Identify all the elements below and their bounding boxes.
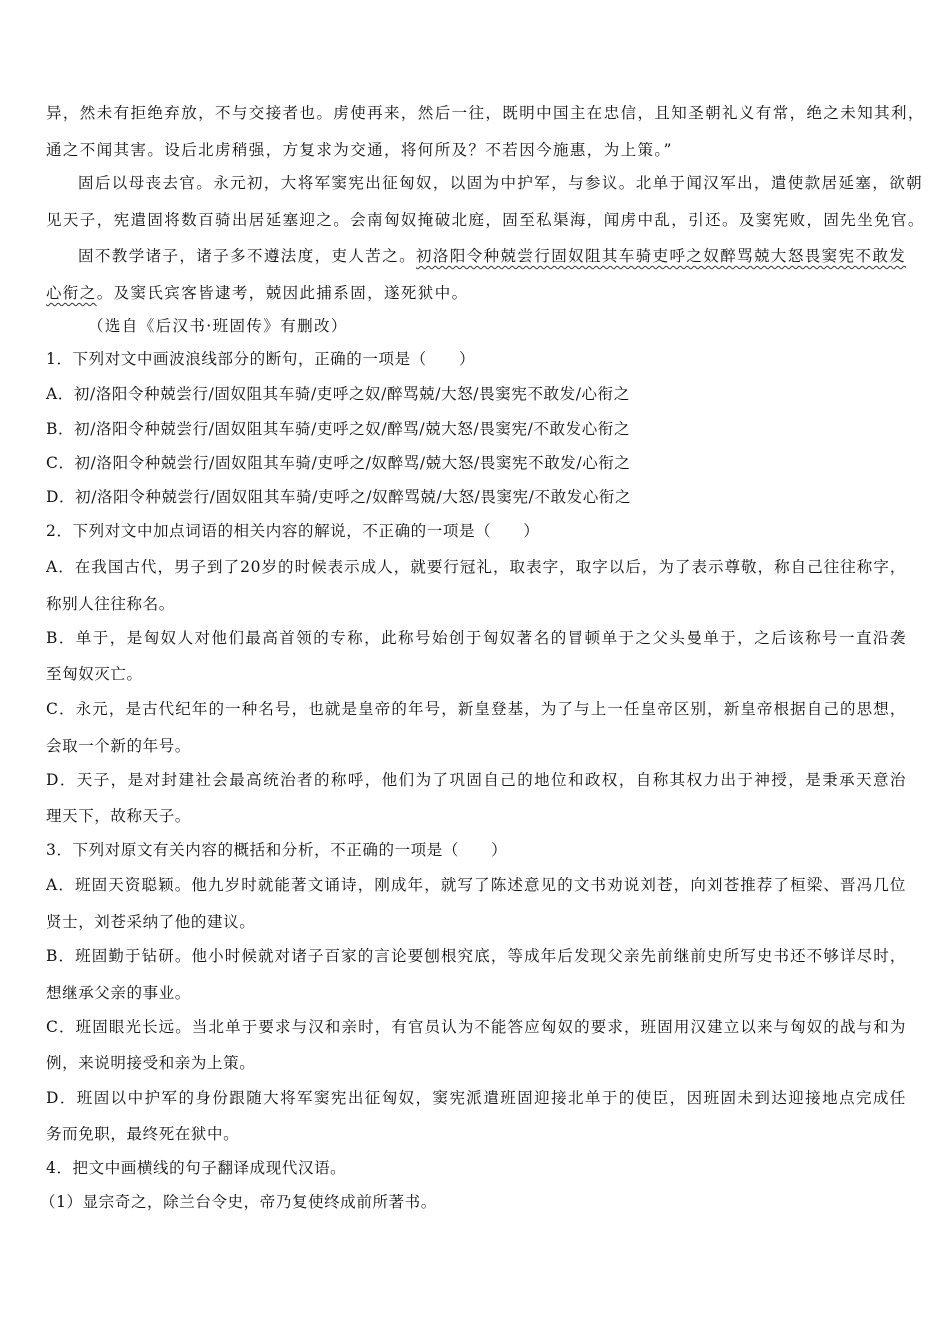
wavy-underline-text: 初洛阳令种兢尝行固奴阻其车骑吏呼之奴醉骂兢大怒畏窦宪不敢发 <box>416 247 907 265</box>
passage-p3-plain: 固不教学诸子，诸子多不遵法度，吏人苦之。 <box>78 247 417 265</box>
q1-option-c: C．初/洛阳令种兢尝行/固奴阻其车骑/吏呼之/奴醉骂/兢大怒/畏窦宪不敢发/心衔之 <box>46 454 631 472</box>
passage-p1-line1: 异，然未有拒绝弃放，不与交接者也。虏使再来，然后一往，既明中国主在忠信，且知圣朝礼义有常，绝之未知其利， <box>46 104 925 122</box>
q3-option-d-line1: D．班固以中护军的身份跟随大将军窦宪出征匈奴，窦宪派遣班固迎接北单于的使臣，因班固未到达迎接地点完成任 <box>46 1089 906 1107</box>
passage-p3-line1 <box>78 246 906 266</box>
q4-sub1: （1）显宗奇之，除兰台令史，帝乃复使终成前所著书。 <box>40 1193 437 1211</box>
q1-option-a: A．初/洛阳令种兢尝行/固奴阻其车骑/吏呼之奴/醉骂兢/大怒/畏窦宪不敢发/心衔之 <box>46 385 630 403</box>
wavy-underline-text-end: 心衔之 <box>46 284 97 302</box>
q3-option-a-line2: 贤士，刘苍采纳了他的建议。 <box>46 913 256 931</box>
passage-p3-rest: 。及窦氏宾客皆逮考，兢因此捕系固，遂死狱中。 <box>96 284 469 302</box>
q4-stem: 4．把文中画横线的句子翻译成现代汉语。 <box>46 1159 347 1177</box>
q2-option-d-line2: 理天下，故称天子。 <box>46 807 191 825</box>
q3-option-d-line2: 务而免职，最终死在狱中。 <box>46 1125 240 1143</box>
q2-option-d-line1: D．天子，是对封建社会最高统治者的称呼，他们为了巩固自己的地位和政权，自称其权力出于神授，是秉承天意治 <box>46 771 906 789</box>
q2-option-c-line2: 会取一个新的年号。 <box>46 737 191 755</box>
passage-p2-line1: 固后以母丧去官。永元初，大将军窦宪出征匈奴，以固为中护军，与参议。北单于闻汉军出，遣使款居延塞，欲朝 <box>78 174 924 192</box>
q3-option-b-line1: B．班固勤于钻研。他小时候就对诸子百家的言论要刨根究底，等成年后发现父亲先前继前史所写史书还不够详尽时， <box>46 947 906 965</box>
q3-stem: 3．下列对原文有关内容的概括和分析，不正确的一项是（ ） <box>46 841 508 859</box>
passage-p3-line2 <box>46 283 906 303</box>
passage-p2-line2: 见天子，宪遣固将数百骑出居延塞迎之。会南匈奴掩破北庭，固至私渠海，闻虏中乱，引还。及窦宪败，固先坐免官。 <box>46 211 925 229</box>
q2-option-a-line2: 称别人往往称名。 <box>46 595 175 613</box>
q1-stem: 1．下列对文中画波浪线部分的断句，正确的一项是（ ） <box>46 350 476 368</box>
q1-option-d: D．初/洛阳令种兢尝行/固奴阻其车骑/吏呼之/奴醉骂兢/大怒/畏窦宪/不敢发心衔之 <box>46 488 632 506</box>
passage-source: （选自《后汉书·班固传》有删改） <box>88 317 348 335</box>
q2-option-b-line1: B．单于，是匈奴人对他们最高首领的专称，此称号始创于匈奴著名的冒顿单于之父头曼单于，之后该称号一直沿袭 <box>46 629 906 647</box>
q1-option-b: B．初/洛阳令种兢尝行/固奴阻其车骑/吏呼之奴/醉骂/兢大怒/畏窦宪/不敢发心衔之 <box>46 420 631 438</box>
q2-option-a-line1: A．在我国古代，男子到了20岁的时候表示成人，就要行冠礼，取表字，取字以后，为了表示尊敬，称自己往往称字， <box>46 558 906 576</box>
q2-option-b-line2: 至匈奴灭亡。 <box>46 665 143 683</box>
q2-option-c-line1: C．永元，是古代纪年的一种名号，也就是皇帝的年号，新皇登基，为了与上一任皇帝区别，新皇帝根据自己的思想， <box>46 700 906 718</box>
q3-option-c-line2: 例，来说明接受和亲为上策。 <box>46 1054 256 1072</box>
q3-option-b-line2: 想继承父亲的事业。 <box>46 984 191 1002</box>
q3-option-a-line1: A．班固天资聪颖。他九岁时就能著文诵诗，刚成年，就写了陈述意见的文书劝说刘苍，向刘苍推荐了桓梁、晋冯几位 <box>46 876 906 894</box>
q2-stem: 2．下列对文中加点词语的相关内容的解说，不正确的一项是（ ） <box>46 522 540 540</box>
passage-p1-line2: 通之不闻其害。设后北虏稍强，方复求为交通，将何所及？不若因今施惠，为上策。” <box>46 141 673 159</box>
q3-option-c-line1: C．班固眼光长远。当北单于要求与汉和亲时，有官员认为不能答应匈奴的要求，班固用汉建立以来与匈奴的战与和为 <box>46 1018 906 1036</box>
